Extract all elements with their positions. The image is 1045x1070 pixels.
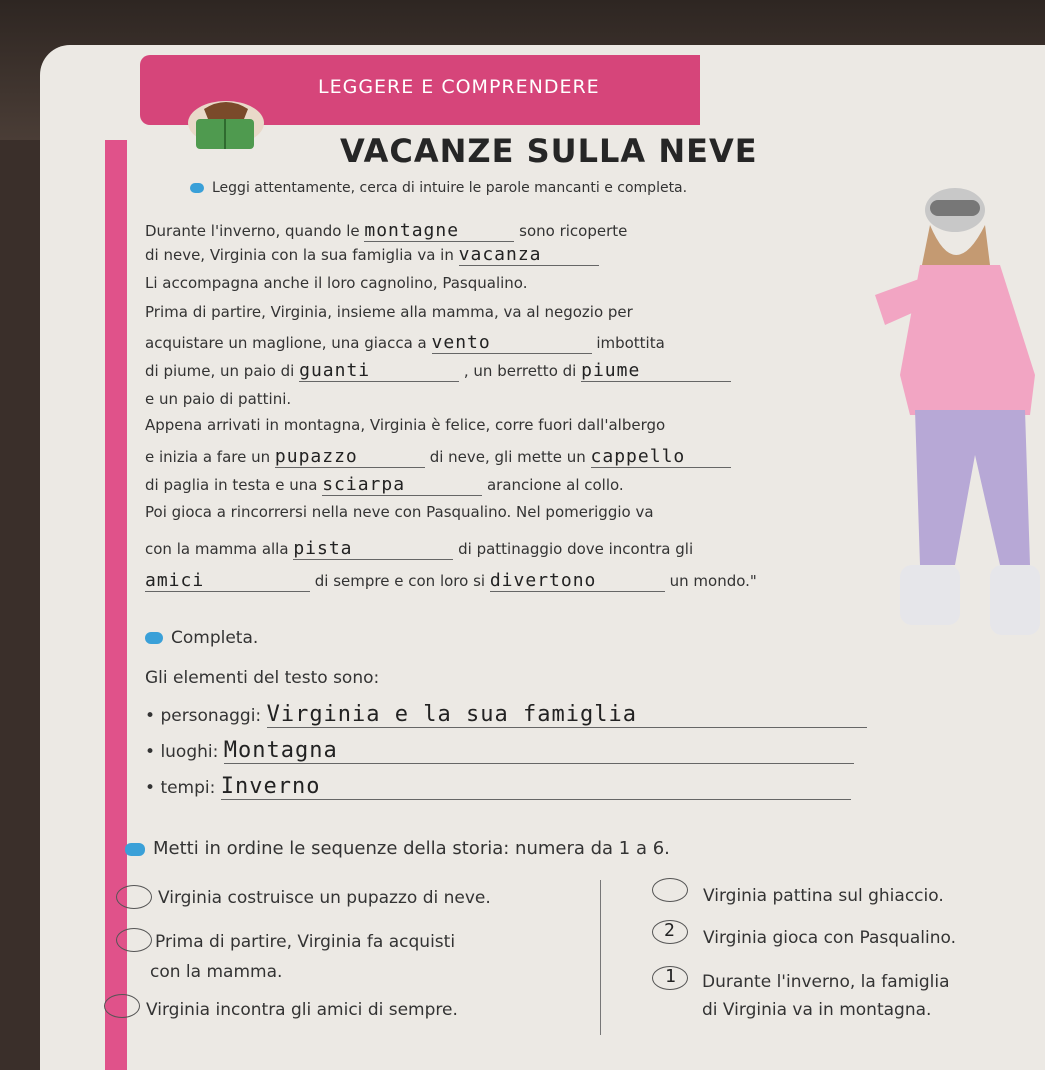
text-line-8: Appena arrivati in montagna, Virginia è felice, corre fuori dall'albergo (145, 416, 666, 434)
bullet-icon (190, 183, 204, 193)
order-circle[interactable] (104, 994, 140, 1018)
line-text: con la mamma alla (145, 540, 289, 558)
text-line-2 (145, 244, 599, 266)
line-text: di pattinaggio dove incontra gli (458, 540, 694, 558)
answer-blank[interactable]: Virginia e la sua famiglia (267, 702, 867, 728)
exercise2-intro: Gli elementi del testo sono: (145, 668, 380, 688)
sequence-right-3b: di Virginia va in montagna. (702, 1000, 932, 1020)
page-title: VACANZE SULLA NEVE (340, 132, 758, 170)
line-text: acquistare un maglione, una giacca a (145, 334, 427, 352)
reading-child-icon (182, 97, 270, 155)
instruction-text: Metti in ordine le sequenze della storia: numera da 1 a 6. (153, 838, 670, 859)
exercise3-instruction (125, 838, 670, 859)
item-personaggi: • personaggi: Virginia e la sua famiglia (145, 702, 867, 728)
text-line-1 (145, 220, 627, 242)
text-line-13 (145, 570, 757, 592)
answer-blank[interactable]: piume (581, 360, 731, 382)
text-line-12 (145, 538, 693, 560)
item-label: tempi: (160, 778, 216, 798)
answer-blank[interactable]: montagne (364, 220, 514, 242)
answer-blank[interactable]: amici (145, 570, 310, 592)
order-circle[interactable] (116, 885, 152, 909)
sequence-left-1: Virginia costruisce un pupazzo di neve. (158, 888, 491, 908)
line-text: imbottita (596, 334, 665, 352)
answer-blank[interactable]: guanti (299, 360, 459, 382)
order-circle[interactable] (652, 966, 688, 990)
answer-blank[interactable]: divertono (490, 570, 665, 592)
sequence-left-2: Prima di partire, Virginia fa acquisti (155, 932, 456, 952)
answer-blank[interactable]: cappello (591, 446, 731, 468)
line-text: di paglia in testa e una (145, 476, 318, 494)
answer-blank[interactable]: sciarpa (322, 474, 482, 496)
answer-blank[interactable]: Montagna (224, 738, 854, 764)
text-line-5 (145, 332, 665, 354)
item-label: personaggi: (160, 706, 262, 726)
line-text: , un berretto di (463, 362, 577, 380)
line-text: un mondo." (669, 572, 757, 590)
line-text: di piume, un paio di (145, 362, 295, 380)
sequence-left-2b: con la mamma. (150, 962, 283, 982)
line-text: arancione al collo. (486, 476, 624, 494)
sequence-right-1: Virginia pattina sul ghiaccio. (703, 886, 944, 906)
line-text: e inizia a fare un (145, 448, 271, 466)
skier-girl-illustration (860, 175, 1045, 655)
line-text: sono ricoperte (519, 222, 628, 240)
sequence-right-3: Durante l'inverno, la famiglia (702, 972, 950, 992)
text-line-11: Poi gioca a rincorrersi nella neve con Pasqualino. Nel pomeriggio va (145, 503, 654, 521)
order-circle[interactable] (652, 878, 688, 902)
order-circle[interactable] (116, 928, 152, 952)
item-tempi: • tempi: Inverno (145, 774, 851, 800)
instruction-text: Leggi attentamente, cerca di intuire le parole mancanti e completa. (212, 180, 688, 196)
line-text: Durante l'inverno, quando le (145, 222, 360, 240)
order-number: 2 (664, 920, 675, 941)
item-luoghi: • luoghi: Montagna (145, 738, 854, 764)
order-circle[interactable] (652, 920, 688, 944)
line-text: di neve, Virginia con la sua famiglia va in (145, 246, 454, 264)
answer-blank[interactable]: pista (293, 538, 453, 560)
text-line-7: e un paio di pattini. (145, 390, 292, 408)
answer-blank[interactable]: vento (432, 332, 592, 354)
instruction-text: Completa. (171, 628, 259, 648)
order-number: 1 (665, 966, 676, 987)
sequence-left-3: Virginia incontra gli amici di sempre. (146, 1000, 458, 1020)
text-line-9 (145, 446, 731, 468)
line-text: di sempre e con loro si (314, 572, 486, 590)
section-header: LEGGERE E COMPRENDERE (318, 76, 600, 98)
exercise2-instruction (145, 628, 258, 648)
answer-blank[interactable]: vacanza (459, 244, 599, 266)
text-line-6 (145, 360, 731, 382)
sequence-right-2: Virginia gioca con Pasqualino. (703, 928, 956, 948)
exercise1-instruction (190, 180, 687, 196)
line-text: di neve, gli mette un (429, 448, 586, 466)
bullet-icon (145, 632, 163, 644)
text-line-3: Li accompagna anche il loro cagnolino, Pasqualino. (145, 274, 528, 292)
column-divider (600, 880, 601, 1035)
item-label: luoghi: (160, 742, 219, 762)
answer-blank[interactable]: pupazzo (275, 446, 425, 468)
bullet-icon (125, 843, 145, 856)
answer-blank[interactable]: Inverno (221, 774, 851, 800)
text-line-4: Prima di partire, Virginia, insieme alla mamma, va al negozio per (145, 303, 633, 321)
text-line-10 (145, 474, 624, 496)
